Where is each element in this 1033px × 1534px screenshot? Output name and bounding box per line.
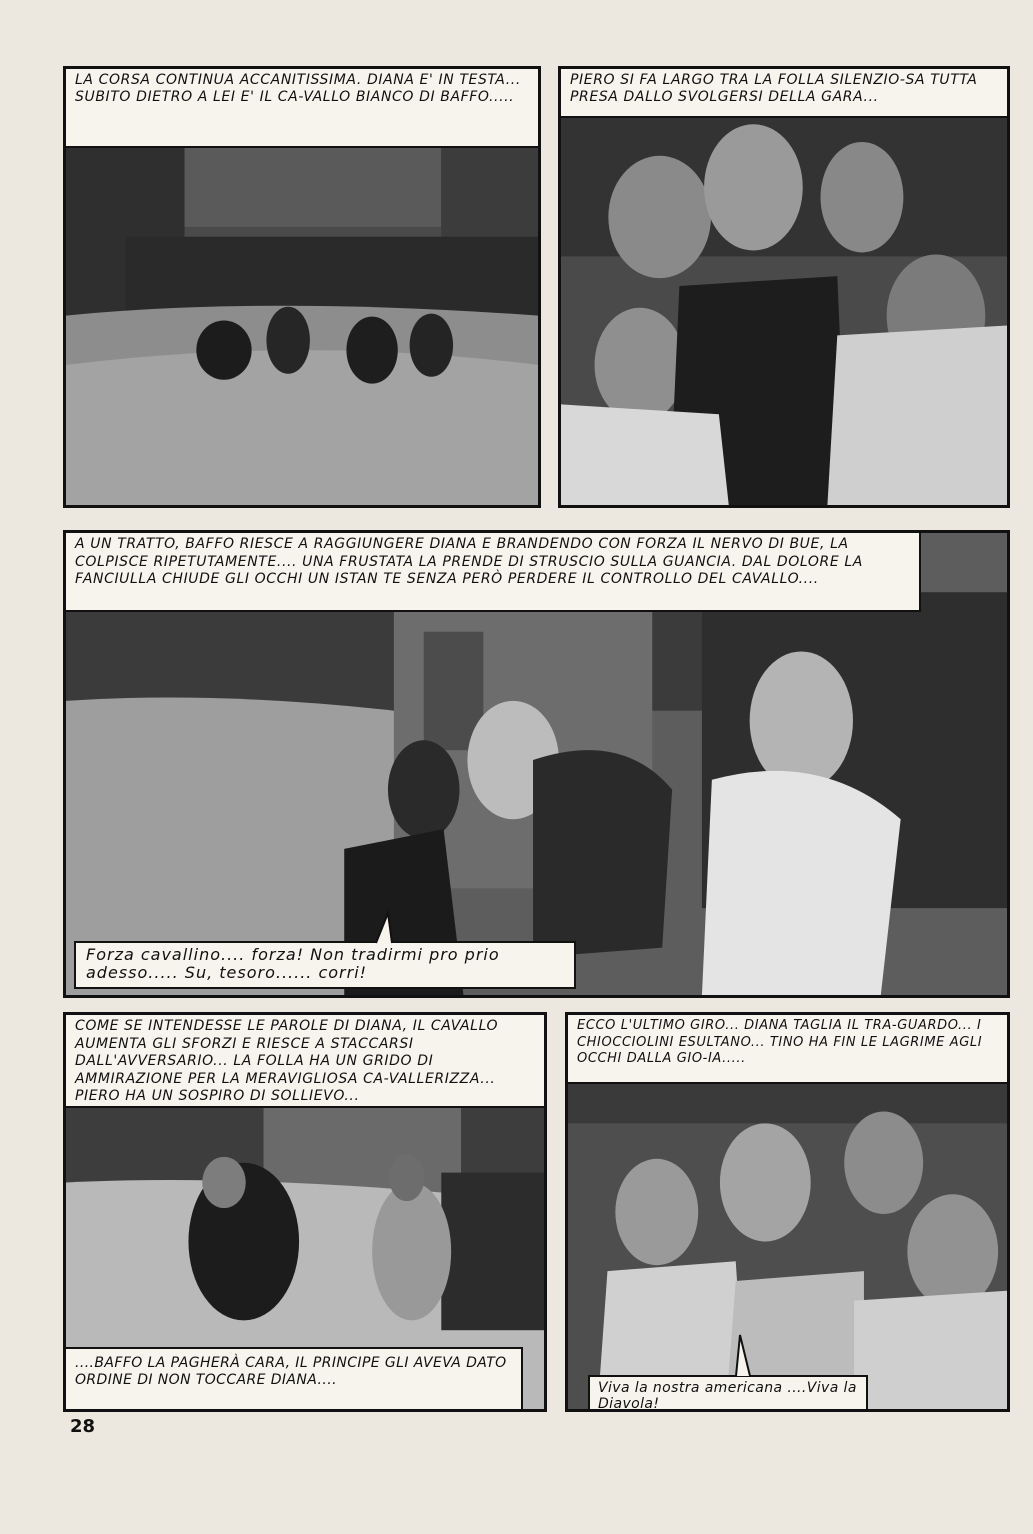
panel-3-speech-bubble: Forza cavallino.... forza! Non tradirmi pro prio adesso..... Su, tesoro...... corri! [74, 941, 576, 989]
panel-1-caption: LA CORSA CONTINUA ACCANITISSIMA. DIANA E' IN TESTA... SUBITO DIETRO A LEI E' IL CA-VALLO BIANCO DI BAFFO..... [63, 66, 541, 148]
panel-5 [565, 1012, 1010, 1412]
panel-5-speech-tail [730, 1335, 760, 1377]
panel-4-caption: COME SE INTENDESSE LE PAROLE DI DIANA, IL CAVALLO AUMENTA GLI SFORZI E RIESCE A STACCARSI DALL'AVVERSARIO... LA FOLLA HA UN GRIDO DI AMMIRAZIONE PER LA MERAVIGLIOSA CA-VALLERIZZA... PIERO HA UN SOSPIRO DI SOLLIEVO... [63, 1012, 547, 1108]
panel-3 [63, 530, 1010, 998]
panel-2-photo [561, 69, 1007, 505]
panel-3-speech-tail [366, 913, 406, 945]
panel-1 [63, 66, 541, 508]
panel-2 [558, 66, 1010, 508]
page-number: 28 [70, 1416, 96, 1437]
panel-5-speech-bubble: Viva la nostra americana ....Viva la Diavola! [588, 1375, 868, 1412]
panel-2-caption: PIERO SI FA LARGO TRA LA FOLLA SILENZIO-SA TUTTA PRESA DALLO SVOLGERSI DELLA GARA... [558, 66, 1010, 118]
panel-4-bottom-caption: ....BAFFO LA PAGHERÀ CARA, IL PRINCIPE GLI AVEVA DATO ORDINE DI NON TOCCARE DIANA.... [63, 1347, 523, 1412]
panel-5-caption: ECCO L'ULTIMO GIRO... DIANA TAGLIA IL TRA-GUARDO... I CHIOCCIOLINI ESULTANO... TINO HA FIN LE LAGRIME AGLI OCCHI DALLA GIO-IA..... [565, 1012, 1010, 1084]
panel-3-caption: A UN TRATTO, BAFFO RIESCE A RAGGIUNGERE DIANA E BRANDENDO CON FORZA IL NERVO DI BUE, LA COLPISCE RIPETUTAMENTE.... UNA FRUSTATA LA PRENDE DI STRUSCIO SULLA GUANCIA. DAL DOLORE LA FANCIULLA CHIUDE GLI OCCHI UN ISTAN TE SENZA PERÒ PERDERE IL CONTROLLO DEL CAVALLO.... [63, 530, 921, 612]
panel-4 [63, 1012, 547, 1412]
